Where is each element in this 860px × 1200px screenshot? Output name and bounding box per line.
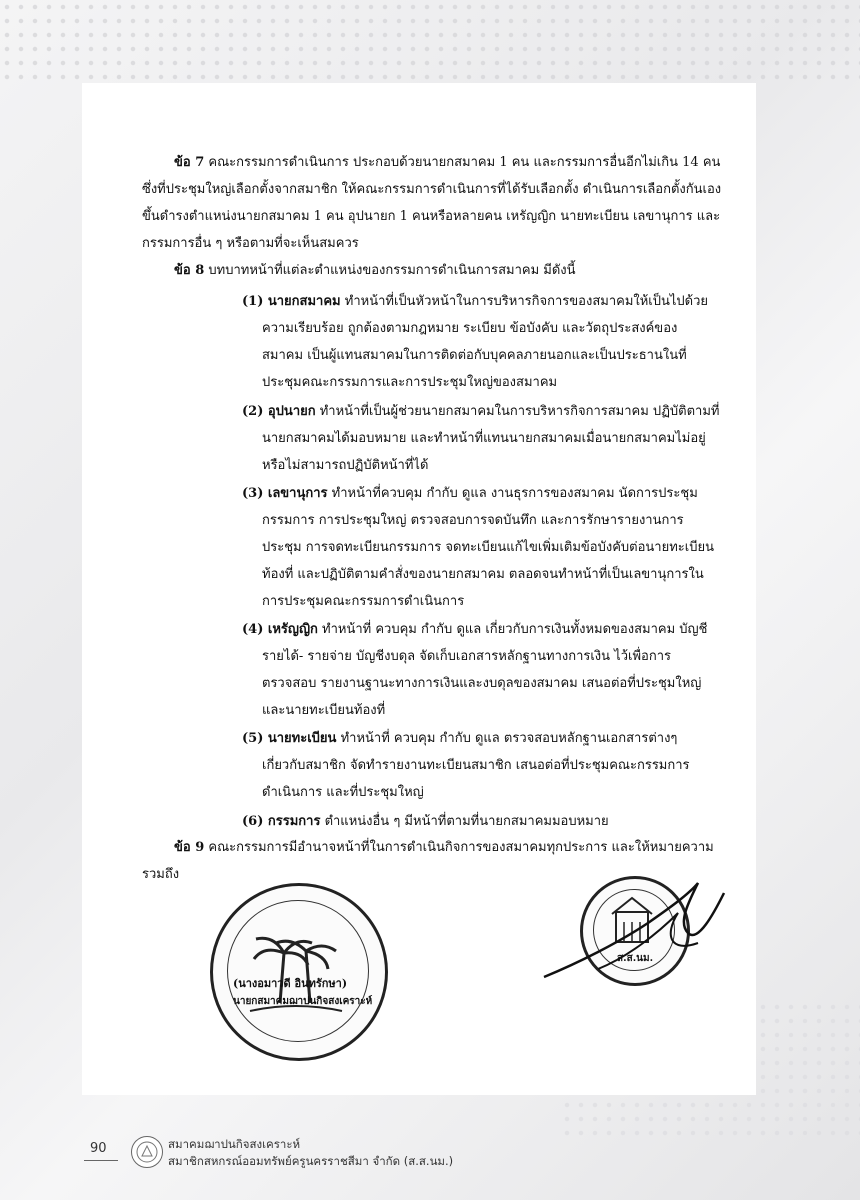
document-page	[82, 83, 756, 1095]
clause-text: กรรมการอื่น ๆ หรือตามที่จะเห็นสมควร	[142, 236, 359, 251]
clause-text: ทำหน้าที่เป็นผู้ช่วยนายกสมาคมในการบริหารกิจการสมาคม ปฏิบัติตามที่	[315, 404, 720, 419]
document-line	[242, 484, 698, 504]
clause-text: รายได้- รายจ่าย บัญชีงบดุล จัดเก็บเอกสารหลักฐานทางการเงิน ไว้เพื่อการ	[262, 649, 671, 664]
document-line	[174, 261, 576, 281]
document-line	[242, 729, 677, 749]
seal-abbreviation: ส.ส.นม.	[617, 953, 654, 964]
clause-heading: (3) เลขานุการ	[242, 486, 328, 501]
clause-text: หรือไม่สามารถปฏิบัติหน้าที่ได้	[262, 458, 429, 473]
document-line	[262, 592, 464, 612]
association-logo-icon	[131, 1136, 163, 1168]
clause-text: ขึ้นดำรงตำแหน่งนายกสมาคม 1 คน อุปนายก 1 คนหรือหลายคน เหรัญญิก นายทะเบียน เลขานุการ และ	[142, 209, 721, 224]
document-line	[262, 319, 677, 339]
clause-text: ประชุม การจดทะเบียนกรรมการ จดทะเบียนแก้ไขเพิ่มเติมข้อบังคับต่อนายทะเบียน	[262, 540, 714, 555]
clause-text: รวมถึง	[142, 867, 180, 882]
document-line	[142, 234, 359, 254]
document-line	[242, 812, 609, 832]
clause-text: คณะกรรมการมีอำนาจหน้าที่ในการดำเนินกิจการของสมาคมทุกประการ และให้หมายความ	[204, 840, 714, 855]
header-dot-pattern	[0, 0, 860, 80]
document-line	[262, 538, 714, 558]
clause-text: เกี่ยวกับสมาชิก จัดทำรายงานทะเบียนสมาชิก เสนอต่อที่ประชุมคณะกรรมการ	[262, 758, 690, 773]
clause-heading: (5) นายทะเบียน	[242, 731, 337, 746]
document-line	[262, 456, 428, 476]
clause-text: คณะกรรมการดำเนินการ ประกอบด้วยนายกสมาคม 1 คน และกรรมการอื่นอีกไม่เกิน 14 คน	[204, 155, 721, 170]
document-line	[174, 838, 714, 858]
document-line	[142, 865, 179, 885]
document-line	[262, 511, 684, 531]
document-line	[262, 783, 424, 803]
clause-heading: (6) กรรมการ	[242, 814, 321, 829]
signatory-name: (นางอมาวดี อินทรักษา)	[233, 977, 348, 990]
clause-text: นายกสมาคมได้มอบหมาย และทำหน้าที่แทนนายกสมาคมเมื่อนายกสมาคมไม่อยู่	[262, 431, 706, 446]
clause-text: ตำแหน่งอื่น ๆ มีหน้าที่ตามที่นายกสมาคมมอบหมาย	[320, 814, 609, 829]
signatory-title: นายกสมาคมฌาปนกิจสงเคราะห์	[233, 996, 373, 1007]
clause-heading: ข้อ 9	[174, 840, 205, 855]
document-line	[262, 373, 557, 393]
handwritten-signature	[538, 873, 728, 983]
clause-text: ทำหน้าที่ควบคุม กำกับ ดูแล งานธุรการของสมาคม นัดการประชุม	[327, 486, 698, 501]
clause-text: ดำเนินการ และที่ประชุมใหญ่	[262, 785, 424, 800]
clause-text: กรรมการ การประชุมใหญ่ ตรวจสอบการจดบันทึก และการรักษารายงานการ	[262, 513, 684, 528]
clause-heading: (4) เหรัญญิก	[242, 622, 318, 637]
clause-text: ท้องที่ และปฏิบัติตามคำสั่งของนายกสมาคม ตลอดจนทำหน้าที่เป็นเลขานุการใน	[262, 567, 704, 582]
clause-heading: ข้อ 7	[174, 155, 205, 170]
document-line	[262, 701, 385, 721]
palm-tree-icon	[210, 883, 382, 1055]
clause-heading: ข้อ 8	[174, 263, 205, 278]
document-line	[142, 180, 721, 200]
clause-text: และนายทะเบียนท้องที่	[262, 703, 386, 718]
footer-line-1: สมาคมฌาปนกิจสงเคราะห์	[168, 1137, 301, 1151]
association-seal-left	[210, 883, 388, 1061]
clause-text: ตรวจสอบ รายงานฐานะทางการเงินและงบดุลของสมาคม เสนอต่อที่ประชุมใหญ่	[262, 676, 702, 691]
document-line	[262, 674, 701, 694]
clause-text: ทำหน้าที่ ควบคุม กำกับ ดูแล เกี่ยวกับการเงินทั้งหมดของสมาคม บัญชี	[317, 622, 708, 637]
document-line	[262, 346, 687, 366]
document-line	[242, 292, 708, 312]
page-number: 90	[90, 1141, 107, 1156]
clause-text: ความเรียบร้อย ถูกต้องตามกฎหมาย ระเบียบ ข้อบังคับ และวัตถุประสงค์ของ	[262, 321, 678, 336]
document-line	[262, 565, 704, 585]
clause-text: ซึ่งที่ประชุมใหญ่เลือกตั้งจากสมาชิก ให้คณะกรรมการดำเนินการที่ได้รับเลือกตั้ง ดำเนินการเลือกตั้งกันเอง	[142, 182, 722, 197]
document-line	[174, 153, 720, 173]
document-line	[262, 647, 671, 667]
document-line	[142, 207, 720, 227]
document-line	[262, 756, 690, 776]
clause-text: บทบาทหน้าที่แต่ละตำแหน่งของกรรมการดำเนินการสมาคม มีดังนี้	[204, 263, 576, 278]
clause-text: การประชุมคณะกรรมการดำเนินการ	[262, 594, 465, 609]
page-number-rule	[84, 1160, 118, 1161]
document-line	[242, 620, 707, 640]
clause-text: สมาคม เป็นผู้แทนสมาคมในการติดต่อกับบุคคลภายนอกและเป็นประธานในที่	[262, 348, 687, 363]
clause-heading: (1) นายกสมาคม	[242, 294, 341, 309]
clause-text: ทำหน้าที่ ควบคุม กำกับ ดูแล ตรวจสอบหลักฐานเอกสารต่างๆ	[336, 731, 678, 746]
clause-text: ประชุมคณะกรรมการและการประชุมใหญ่ของสมาคม	[262, 375, 558, 390]
footer-line-2: สมาชิกสหกรณ์ออมทรัพย์ครูนครราชสีมา จำกัด (ส.ส.นม.)	[168, 1154, 454, 1168]
document-line	[242, 402, 720, 422]
clause-heading: (2) อุปนายก	[242, 404, 316, 419]
document-line	[262, 429, 706, 449]
clause-text: ทำหน้าที่เป็นหัวหน้าในการบริหารกิจการของสมาคมให้เป็นไปด้วย	[340, 294, 709, 309]
